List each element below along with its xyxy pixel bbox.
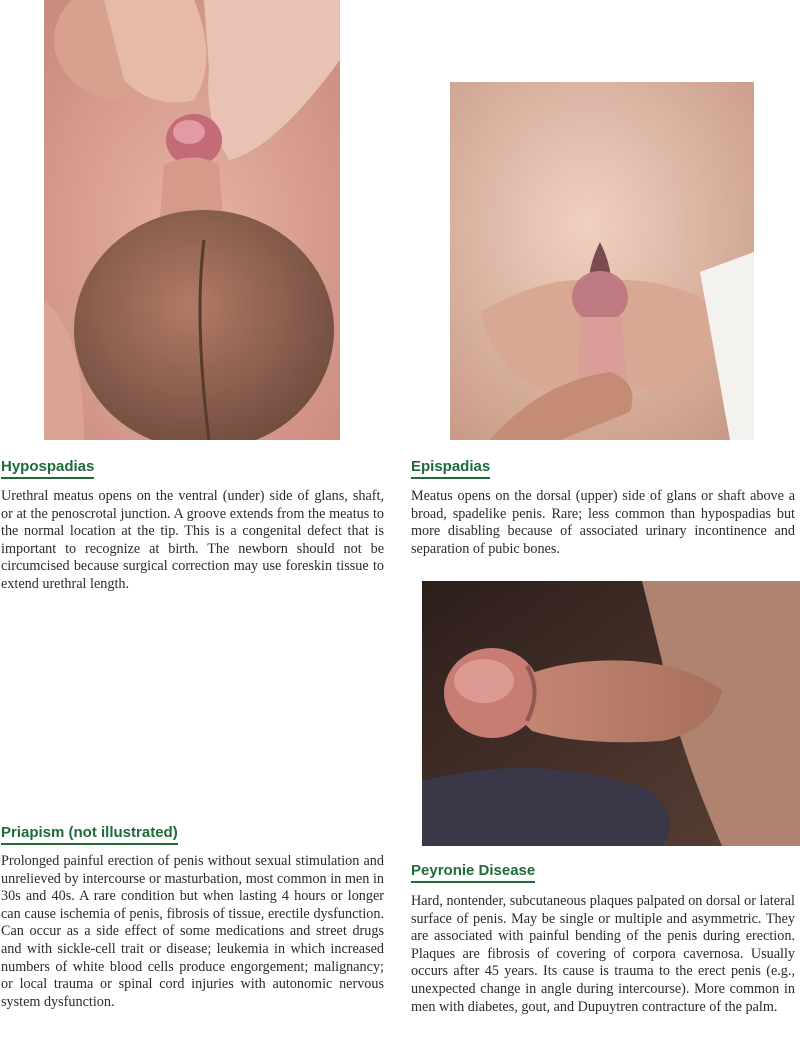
hypospadias-photo — [44, 0, 340, 440]
peyronie-photo-graphic — [422, 581, 800, 846]
epispadias-photo-graphic — [450, 82, 754, 440]
hypospadias-heading: Hypospadias — [1, 458, 94, 479]
hypospadias-description: Urethral meatus opens on the ventral (under) side of glans, shaft, or at the penoscrotal junction. A groove extends from the meatus to the normal location at the tip. This is a congenital defect that is important to recognize at birth. The newborn should not be circumcised because surgical correction may use foreskin tissue to extend urethral length. — [1, 488, 384, 592]
epispadias-description: Meatus opens on the dorsal (upper) side of glans or shaft above a broad, spadelike penis. Rare; less common than hypospadias but more disabling because of associated urinary incontinence and separation of pubic bones. — [411, 488, 795, 557]
priapism-description: Prolonged painful erection of penis without sexual stimulation and unrelieved by intercourse or masturbation, most common in men in 30s and 40s. A rare condition but when lasting 4 hours or longer can cause ischemia of penis, fibrosis of tissue, erectile dysfunction. Can occur as a side effect of some medications and street drugs and with sickle-cell trait or disease; leukemia in which increased numbers of white blood cells produce engorgement; malignancy; or local trauma or spinal cord injuries with autonomic nervous system dysfunction. — [1, 853, 384, 1010]
epispadias-photo — [450, 82, 754, 440]
hypospadias-photo-graphic — [44, 0, 340, 440]
priapism-heading: Priapism (not illustrated) — [1, 824, 178, 845]
peyronie-description: Hard, nontender, subcutaneous plaques palpated on dorsal or lateral surface of penis. May be single or multiple and asymmetric. They are associated with painful bending of the penis during erection. Plaques are fibrosis of covering of corpora cavernosa. Usually occurs after 45 years. Its cause is trauma to the erect penis (e.g., unexpected change in angle during intercourse). More common in men with diabetes, gout, and Dupuytren contracture of the palm. — [411, 893, 795, 1015]
epispadias-heading: Epispadias — [411, 458, 490, 479]
peyronie-heading: Peyronie Disease — [411, 862, 535, 883]
peyronie-photo — [422, 581, 800, 846]
